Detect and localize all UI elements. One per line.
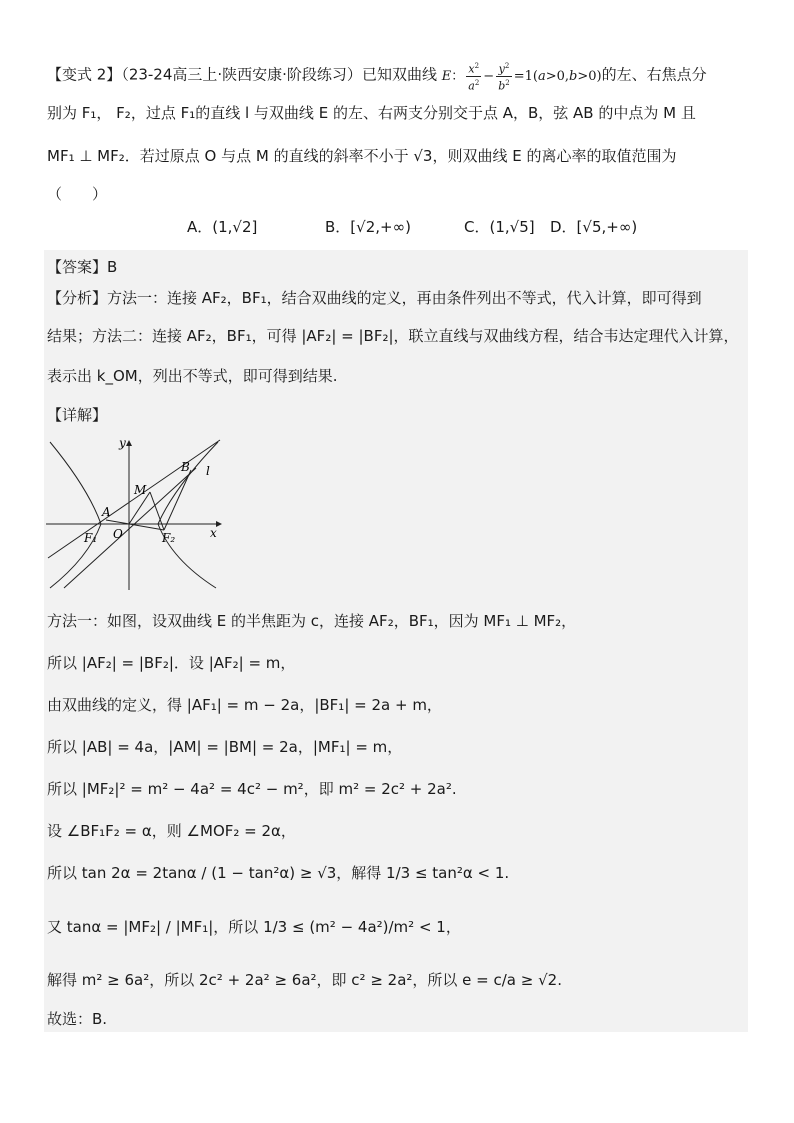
option-d: D．[√5,+∞) (550, 218, 638, 236)
analysis-line-2: 结果；方法二：连接 AF₂，BF₁，可得 |AF₂| = |BF₂|，联立直线与双曲线方程，结合韦达定理代入计算， (47, 327, 739, 345)
label-a: A (102, 505, 111, 519)
analysis-label: 【分析】 (47, 289, 108, 307)
step-5: 所以 |MF₂|² = m² − 4a² = 4c² − m²，即 m² = 2c² + 2a². (47, 780, 457, 798)
question-source: （23-24高三上·陕西安康·阶段练习） (121, 65, 362, 84)
label-b: B (181, 460, 190, 474)
answer-line (47, 257, 117, 277)
label-f2: F₂ (162, 531, 176, 545)
question-line-3: MF₁ ⊥ MF₂．若过原点 O 与点 M 的直线的斜率不小于 √3，则双曲线 E 的离心率的取值范围为 (47, 147, 677, 165)
step-6: 设 ∠BF₁F₂ = α，则 ∠MOF₂ = 2α， (47, 822, 296, 840)
analysis-text-1: 方法一：连接 AF₂，BF₁，结合双曲线的定义，再由条件列出不等式，代入计算，即可得到 (107, 289, 702, 307)
label-x: x (210, 526, 217, 540)
hyperbola-left-branch (50, 442, 101, 588)
question-paren: （ ） (47, 185, 108, 203)
step-1: 方法一：如图，设双曲线 E 的半焦距为 c，连接 AF₂，BF₁，因为 MF₁ ⊥ MF₂， (47, 612, 577, 630)
option-b: B．[√2,+∞) (325, 218, 411, 236)
x-axis-arrow-icon (216, 521, 222, 527)
label-m: M (134, 483, 147, 497)
label-y: y (119, 438, 126, 450)
question-line-2: 别为 F₁， F₂，过点 F₁的直线 l 与双曲线 E 的左、右两支分别交于点 A，B，弦 AB 的中点为 M 且 (47, 104, 696, 122)
label-l: l (206, 464, 210, 478)
label-f1: F₁ (84, 531, 98, 545)
question-line-1 (47, 60, 707, 92)
answer-value: B (107, 258, 118, 276)
step-2: 所以 |AF₂| = |BF₂|．设 |AF₂| = m， (47, 654, 296, 672)
label-o: O (113, 527, 123, 541)
analysis-line-1 (47, 288, 702, 308)
answer-label: 【答案】 (47, 258, 108, 276)
line-l (48, 440, 220, 558)
segment-b-f2 (164, 470, 191, 530)
hyperbola-figure (46, 438, 222, 590)
question-text-1b: 的左、右焦点分 (601, 65, 707, 84)
y-axis-arrow-icon (126, 440, 132, 446)
line-f1-to-b (64, 468, 196, 588)
step-8: 又 tanα = |MF₂| / |MF₁|，所以 1/3 ≤ (m² − 4a²)/m² < 1， (47, 918, 461, 936)
step-7: 所以 tan 2α = 2tanα / (1 − tan²α) ≥ √3，解得 1/3 ≤ tan²α < 1. (47, 864, 510, 882)
analysis-line-3: 表示出 k_OM，列出不等式，即可得到结果. (47, 367, 338, 385)
step-3: 由双曲线的定义，得 |AF₁| = m − 2a，|BF₁| = 2a + m， (47, 696, 442, 714)
hyperbola-equation: E： $\frac{x^2}{a^2}$ − $\frac{y^2}{b^2}$ =1(a>0,b>0) (441, 62, 602, 93)
step-9: 解得 m² ≥ 6a²，所以 2c² + 2a² ≥ 6a²，即 c² ≥ 2a²，所以 e = c/a ≥ √2. (47, 971, 562, 989)
step-4: 所以 |AB| = 4a，|AM| = |BM| = 2a，|MF₁| = m， (47, 738, 403, 756)
step-10: 故选：B. (47, 1010, 108, 1028)
question-text-1a: 已知双曲线 (361, 65, 437, 84)
option-c: C．(1,√5] (464, 218, 535, 236)
question-tag: 【变式 2】 (47, 65, 122, 84)
detail-label: 【详解】 (47, 406, 108, 424)
option-a: A．(1,√2] (187, 218, 258, 236)
